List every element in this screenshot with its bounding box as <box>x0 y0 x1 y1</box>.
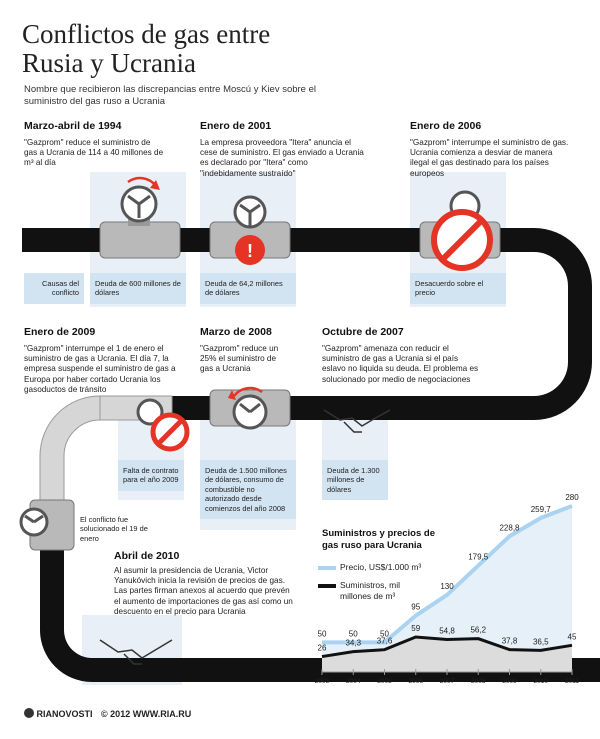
footer <box>24 708 191 719</box>
data-label-1-0: 26 <box>317 643 327 653</box>
causes-label: Causas del conflicto <box>24 273 84 304</box>
data-label-0-8: 280 <box>565 492 579 502</box>
svg-text:!: ! <box>247 241 253 261</box>
data-label-0-0: 50 <box>317 629 327 639</box>
badge-2009: Falta de contrato para el año 2009 <box>118 460 184 491</box>
data-label-0-7: 259,7 <box>530 504 551 514</box>
brand: RIANOVOSTI <box>36 709 93 719</box>
event-2007-date: Octubre de 2007 <box>322 326 404 338</box>
event-2001-date: Enero de 2001 <box>200 120 272 132</box>
copyright: © 2012 WWW.RIA.RU <box>101 709 192 719</box>
x-tick-label-2: 2005 <box>377 678 392 685</box>
event-2008-date: Marzo de 2008 <box>200 326 272 338</box>
event-1994-date: Marzo-abril de 1994 <box>24 120 122 132</box>
event-2008-text: "Gazprom" reduce un 25% el suministro de gas a Ucrania <box>200 344 279 374</box>
badge-2008: Deuda de 1.500 millones de dólares, consumo de combustible no autorizado desde comienzos del año 2008 <box>200 460 296 519</box>
badge-2001: Deuda de 64,2 millones de dólares <box>200 273 296 304</box>
event-2001-text: La empresa proveedora "Itera" anuncia el cese de suministro. El gas enviado a Ucrania es declarado por "Itera" como "indebidamente sustraído" <box>200 138 364 178</box>
data-label-0-3: 95 <box>411 602 421 612</box>
valve-2008-icon <box>210 388 290 428</box>
x-tick-label-6: 2009 <box>502 678 517 685</box>
data-label-1-5: 56,2 <box>470 625 487 635</box>
event-2010-date: Abril de 2010 <box>114 550 180 562</box>
data-label-0-2: 50 <box>380 629 389 639</box>
pipe-grey-bend <box>40 396 100 500</box>
event-2009-text: "Gazprom" interrumpe el 1 de enero el suministro de gas a Ucrania. El día 7, la empresa suspende el suministro de gas a Europa por haber cortado Ucrania los gasoductos de tránsito <box>24 344 176 394</box>
x-tick-label-4: 2007 <box>439 678 455 685</box>
page-subtitle: Nombre que recibieron las discrepancias entre Moscú y Kiev sobre el suministro del gas ruso a Ucrania <box>24 84 316 107</box>
ria-logo-icon <box>24 708 34 718</box>
valve-resolved-icon <box>21 500 74 550</box>
data-label-0-5: 179,5 <box>468 552 489 562</box>
chart-title: Suministros y precios de gas ruso para Ucrania <box>322 528 435 551</box>
event-2006-text: "Gazprom" interrumpe el suministro de gas. Ucrania comienza a desviar de manera ilegal el gas destinado para los países europeos <box>410 138 569 178</box>
x-tick-label-0: 2003 <box>314 678 330 685</box>
data-label-0-4: 130 <box>440 581 454 591</box>
data-label-1-8: 45 <box>567 632 577 642</box>
x-tick-label-1: 2004 <box>346 678 361 685</box>
data-label-1-2: 37,6 <box>376 636 393 646</box>
x-tick-label-5: 2008 <box>471 678 486 685</box>
event-2007-text: "Gazprom" amenaza con reducir el suministro de gas a Ucrania si el país eslavo no liquida su deuda. El problema es solucionado por medio de negociaciones <box>322 344 479 384</box>
badge-2007: Deuda de 1.300 millones de dólares <box>322 460 388 500</box>
event-2009-date: Enero de 2009 <box>24 326 96 338</box>
gas-chart <box>310 490 590 685</box>
data-label-1-1: 34,3 <box>345 638 362 648</box>
event-2010-text: Al asumir la presidencia de Ucrania, Victor Yanukóvich inicia la revisión de precios de gas. Las partes firman anexos al acuerdo que prevén el aumento de importaciones de gas así como un descuento en el precio para Ucrania <box>114 566 293 616</box>
pipe-bend <box>534 228 592 420</box>
x-tick-label-3: 2006 <box>408 678 423 685</box>
event-2006-date: Enero de 2006 <box>410 120 482 132</box>
data-label-1-7: 36,5 <box>532 637 549 647</box>
data-label-0-1: 50 <box>348 629 358 639</box>
data-label-1-4: 54,8 <box>439 626 455 636</box>
legend-price: Precio, US$/1.000 m³ <box>340 562 422 572</box>
badge-1994: Deuda de 600 millones de dólares <box>90 273 186 304</box>
event-1994-text: "Gazprom" reduce el suministro de gas a Ucrania de 114 a 40 millones de m³ al día <box>24 138 164 168</box>
legend-supply: Suministros, mil millones de m³ <box>340 580 400 601</box>
page-title: Conflictos de gas entre Rusia y Ucrania <box>22 19 271 78</box>
x-tick-label-7: 2010 <box>533 678 548 685</box>
badge-2006: Desacuerdo sobre el precio <box>410 273 506 304</box>
resolved-note: El conflicto fue solucionado el 19 de enero <box>80 515 148 543</box>
data-label-1-6: 37,8 <box>501 636 518 646</box>
data-label-1-3: 59 <box>411 624 421 634</box>
data-label-0-6: 228,8 <box>499 523 520 533</box>
x-tick-label-8: 2011 <box>565 678 579 685</box>
